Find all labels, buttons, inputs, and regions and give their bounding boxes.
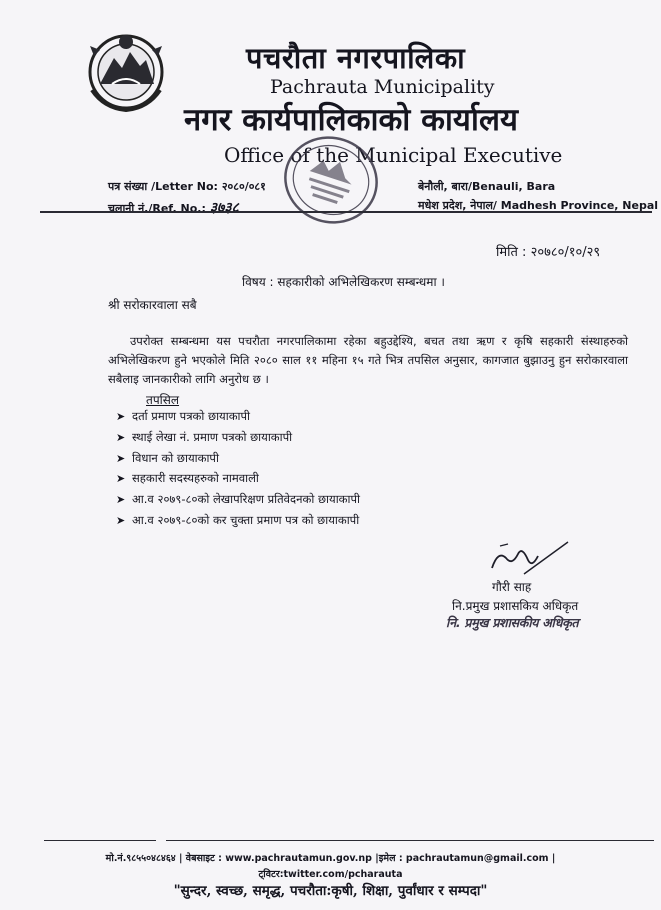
list-item-text: आ.व २०७९-८०को कर चुक्ता प्रमाण पत्र को छायाकापी <box>132 512 360 527</box>
list-item-text: आ.व २०७९-८०को लेखापरिक्षण प्रतिवेदनको छायाकापी <box>132 492 360 507</box>
letter-subject <box>242 273 445 290</box>
reference-number <box>108 198 239 217</box>
document-list <box>116 406 360 531</box>
office-name-nepali: नगर कार्यपालिकाको कार्यालय <box>184 102 518 138</box>
handwritten-signature <box>484 538 574 580</box>
nepal-emblem-logo <box>84 28 168 112</box>
subject-label: विषय : <box>242 275 274 289</box>
date-value: २०७८०/१०/२९ <box>530 245 601 260</box>
footer-contact: मो.नं.९८५५०४८४६४ | वेबसाइट : www.pachrautamun.gov.np |इमेल : pachrautamun@gmail.com | <box>105 853 556 864</box>
list-item-text: स्थाई लेखा नं. प्रमाण पत्रको छायाकापी <box>132 429 293 444</box>
reference-number-value: ३७३८ <box>209 200 239 216</box>
footer-divider-left <box>44 840 156 841</box>
list-item <box>116 427 360 448</box>
list-item-text: विधान को छायाकापी <box>132 450 219 465</box>
arrow-bullet-icon: ➤ <box>116 430 126 444</box>
list-item <box>116 510 360 531</box>
letter-number-value: २०८०/०८१ <box>221 180 266 193</box>
arrow-bullet-icon: ➤ <box>116 472 126 486</box>
municipality-name-english: Pachrauta Municipality <box>270 76 495 98</box>
signatory-rubber-stamp: नि. प्रमुख प्रशासकीय अधिकृत <box>446 615 579 630</box>
signatory-name: गौरी साह <box>492 580 532 594</box>
office-name-english: Office of the Municipal Executive <box>224 143 563 167</box>
footer-slogan: "सुन्दर, स्वच्छ, समृद्ध, पचरौता:कृषी, शिक्षा, पुर्वांधार र सम्पदा" <box>173 883 488 899</box>
list-title: तपसिल <box>146 393 180 407</box>
address-line-2: मधेश प्रदेश, नेपाल/ Madhesh Province, Nepal <box>418 199 659 212</box>
footer-twitter: ट्विटर:twitter.com/pcharauta <box>258 869 403 880</box>
salutation: श्री सरोकारवाला सबै <box>108 298 197 312</box>
list-item <box>116 468 360 489</box>
arrow-bullet-icon: ➤ <box>116 410 126 423</box>
office-seal-stamp <box>278 130 384 230</box>
list-item <box>116 448 360 469</box>
signatory-title: नि.प्रमुख प्रशासकिय अधिकृत <box>452 599 579 613</box>
letter-date <box>496 242 600 260</box>
arrow-bullet-icon: ➤ <box>116 451 126 465</box>
list-item <box>116 406 360 427</box>
arrow-bullet-icon: ➤ <box>116 493 126 507</box>
list-item <box>116 489 360 510</box>
address-line-1: बेनौली, बारा/Benauli, Bara <box>418 180 556 193</box>
header-divider <box>40 211 652 213</box>
reference-number-label: चलानी नं./Ref. No.: <box>108 202 206 215</box>
arrow-bullet-icon: ➤ <box>116 513 126 527</box>
list-item-text: सहकारी सदस्यहरुको नामवाली <box>132 471 259 486</box>
list-item-text: दर्ता प्रमाण पत्रको छायाकापी <box>132 409 251 423</box>
footer-divider-right <box>166 840 654 841</box>
date-label: मिति : <box>496 245 527 260</box>
subject-text: सहकारीको अभिलेखिकरण सम्बन्धमा । <box>277 275 445 289</box>
letter-body: उपरोक्त सम्बन्धमा यस पचरौता नगरपालिकामा रहेका बहुउद्देश्यि, बचत तथा ऋण र कृषि सहकारी संस्थाहरुको अभिलेखिकरण हुने भएकोले मिति २०८० साल ११ महिना १५ गते भित्र तपसिल अनुसार, कागजात बुझाउनु हुन सरोकारवाला सबैलाइ जानकारीको लागि अनुरोध छ । <box>108 334 628 386</box>
municipality-name-nepali: पचरौता नगरपालिका <box>246 41 466 75</box>
letter-number-label: पत्र संख्या /Letter No: <box>108 180 218 193</box>
letter-number <box>108 179 266 194</box>
